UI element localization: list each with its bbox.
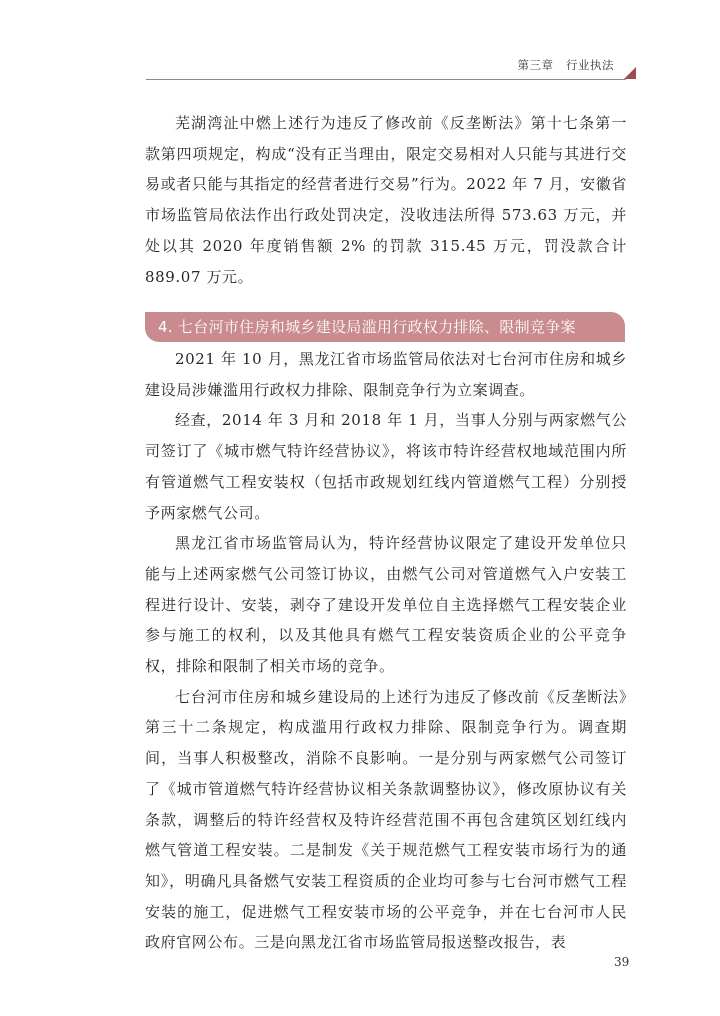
header-chapter: 第三章 [517, 58, 554, 72]
paragraph-3: 经查，2014 年 3 月和 2018 年 1 月，当事人分别与两家燃气公司签订了《城市燃气特许经营协议》，将该市特许经营权地域范围内所有管道燃气工程安装权（包括市政规划红线内管道燃气工程）分别授予两家燃气公司。 [145, 411, 627, 522]
body-text-top [145, 108, 627, 292]
page-number: 39 [614, 955, 630, 969]
header-title: 行业执法 [566, 58, 614, 72]
body-text-bottom [145, 344, 627, 958]
header-rule [146, 79, 626, 80]
paragraph-4: 黑龙江省市场监管局认为，特许经营协议限定了建设开发单位只能与上述两家燃气公司签订协议，由燃气公司对管道燃气入户安装工程进行设计、安装，剥夺了建设开发单位自主选择燃气工程安装企业参与施工的权利，以及其他具有燃气工程安装资质企业的公平竞争权，排除和限制了相关市场的竞争。 [145, 534, 627, 676]
header-corner-triangle-icon [624, 67, 636, 79]
running-header [518, 57, 614, 73]
section-title: 4. 七台河市住房和城乡建设局滥用行政权力排除、限制竞争案 [158, 318, 576, 336]
paragraph-1: 芜湖湾沚中燃上述行为违反了修改前《反垄断法》第十七条第一款第四项规定，构成“没有正当理由，限定交易相对人只能与其进行交易或者只能与其指定的经营者进行交易”行为。2022 年 7 月，安徽省市场监管局依法作出行政处罚决定，没收违法所得 573.63 万元，并处以其 2020 年度销售额 2% 的罚款 315.45 万元，罚没款合计 889.07 万元。 [145, 114, 627, 286]
paragraph-5: 七台河市住房和城乡建设局的上述行为违反了修改前《反垄断法》第三十二条规定，构成滥用行政权力排除、限制竞争行为。调查期间，当事人积极整改，消除不良影响。一是分别与两家燃气公司签订了《城市管道燃气特许经营协议相关条款调整协议》，修改原协议有关条款，调整后的特许经营权及特许经营范围不再包含建筑区划红线内燃气管道工程安装。二是制发《关于规范燃气工程安装市场行为的通知》，明确凡具备燃气安装工程资质的企业均可参与七台河市燃气工程安装的施工，促进燃气工程安装市场的公平竞争，并在七台河市人民政府官网公布。三是向黑龙江省市场监管局报送整改报告，表 [145, 687, 627, 952]
paragraph-2: 2021 年 10 月，黑龙江省市场监管局依法对七台河市住房和城乡建设局涉嫌滥用行政权力排除、限制竞争行为立案调查。 [145, 350, 627, 399]
